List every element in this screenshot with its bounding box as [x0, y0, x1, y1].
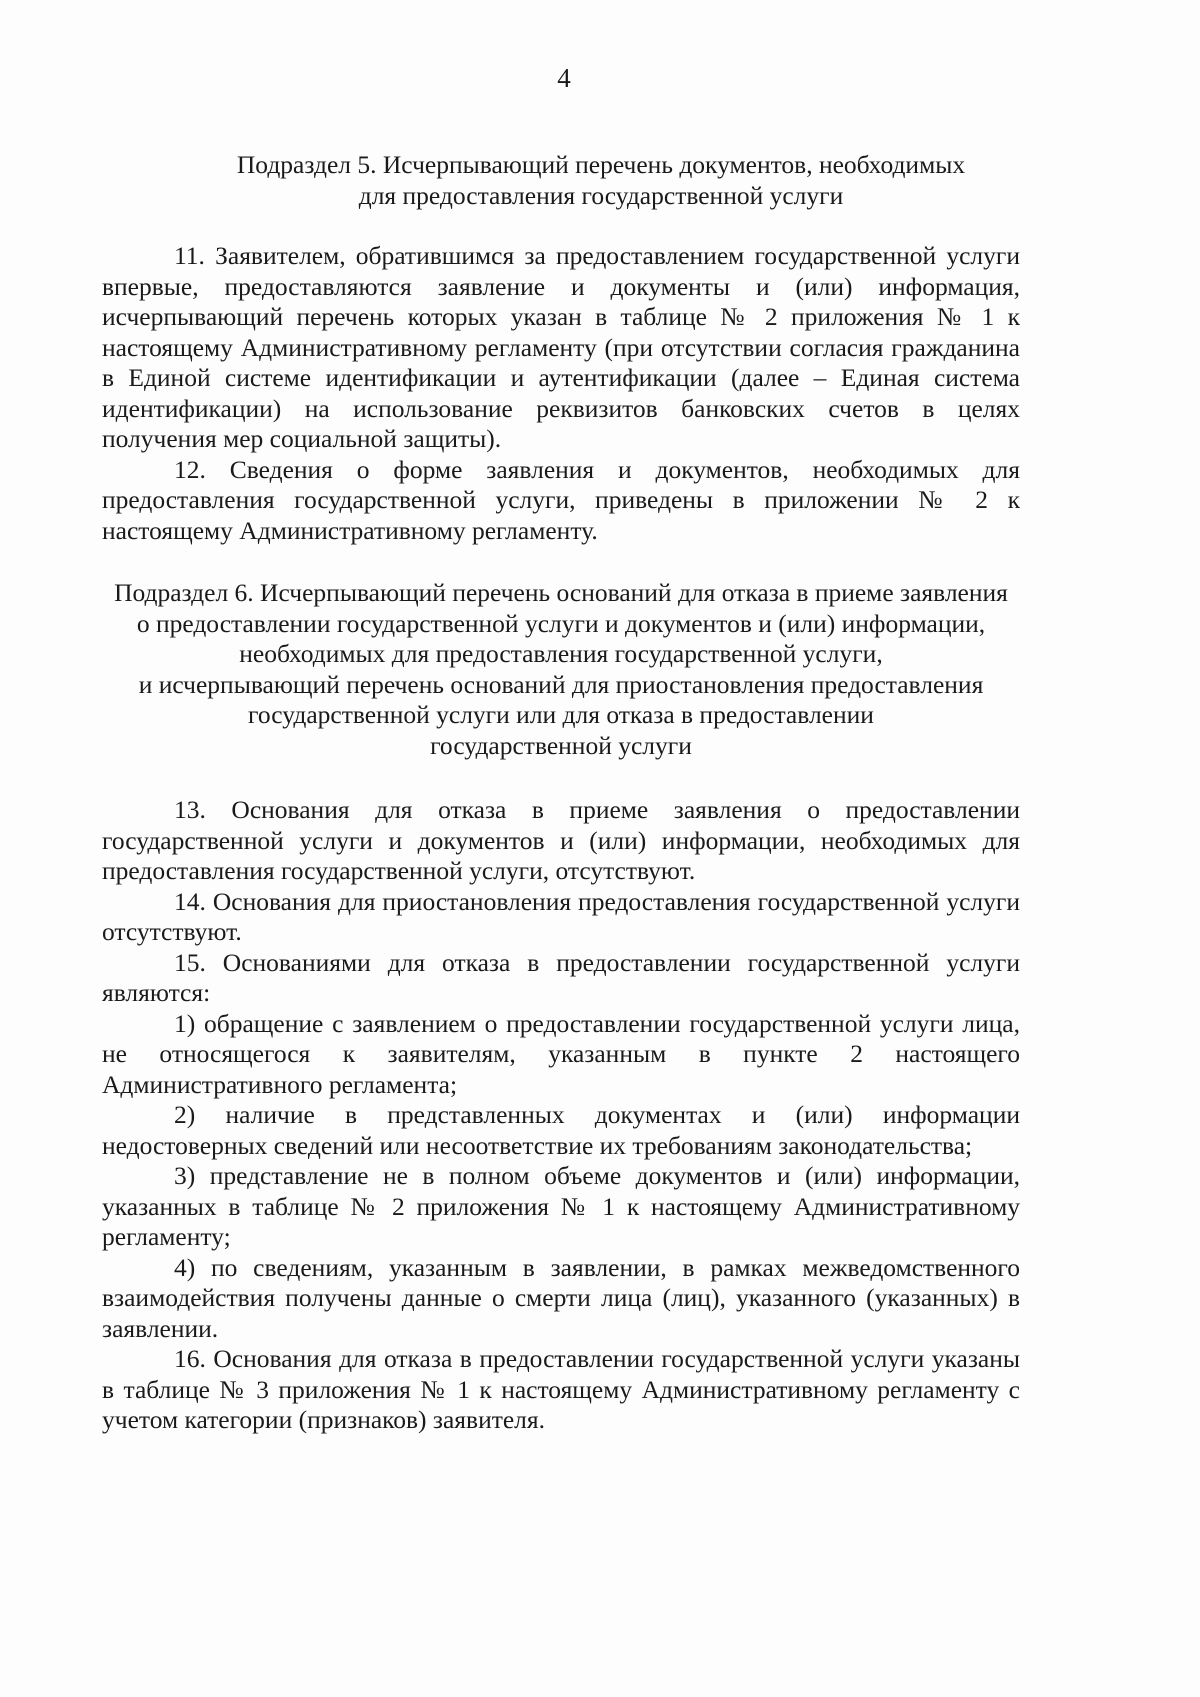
page-number: 4	[557, 63, 571, 93]
section-6-heading-line: о предоставлении государственной услуги и документов и (или) информации,	[136, 608, 986, 638]
list-item-15-1: 1) обращение с заявлением о предоставлении государственной услуги лица, не относящегося к заявителям, указанным в пункте 2 настоящего Административного регламента;	[102, 1008, 1020, 1099]
section-6-heading-line: государственной услуги	[430, 730, 692, 760]
paragraph-11: 11. Заявителем, обратившимся за предоставлением государственной услуги впервые, предоставляются заявление и документы и (или) информация, исчерпывающий перечень которых указан в таблице № 2 приложения № 1 к настоящему Административному регламенту (при отсутствии согласия гражданина в Единой системе идентификации и аутентификации (далее – Единая система идентификации) на использование реквизитов банковских счетов в целях получения мер социальной защиты).	[102, 241, 1020, 453]
paragraph-15: 15. Основаниями для отказа в предоставлении государственной услуги являются:	[102, 947, 1020, 1007]
section-6-heading-line: необходимых для предоставления государственной услуги,	[239, 639, 883, 668]
list-item-15-4: 4) по сведениям, указанным в заявлении, в рамках межведомственного взаимодействия получены данные о смерти лица (лиц), указанного (указанных) в заявлении.	[102, 1252, 1020, 1343]
section-6-heading-line: государственной услуги или для отказа в предоставлении	[248, 700, 874, 729]
section-6-heading-line: Подраздел 6. Исчерпывающий перечень оснований для отказа в приеме заявления	[114, 578, 1008, 607]
list-item-15-2: 2) наличие в представленных документах и (или) информации недостоверных сведений или несоответствие их требованиям законодательства;	[102, 1100, 1020, 1160]
document-body	[102, 150, 1020, 1436]
paragraph-14: 14. Основания для приостановления предоставления государственной услуги отсутствуют.	[102, 886, 1020, 946]
section-5-heading-line: для предоставления государственной услуги	[358, 180, 844, 210]
section-5-heading-line: Подраздел 5. Исчерпывающий перечень документов, необходимых	[236, 150, 966, 179]
paragraph-12: 12. Сведения о форме заявления и документов, необходимых для предоставления государственной услуги, приведены в приложении № 2 к настоящему Административному регламенту.	[102, 454, 1020, 545]
list-item-15-3: 3) представление не в полном объеме документов и (или) информации, указанных в таблице № 2 приложения № 1 к настоящему Административному регламенту;	[102, 1161, 1020, 1251]
section-6-heading-line: и исчерпывающий перечень оснований для приостановления предоставления	[138, 669, 984, 699]
paragraph-13: 13. Основания для отказа в приеме заявления о предоставлении государственной услуги и документов и (или) информации, необходимых для предоставления государственной услуги, отсутствуют.	[102, 795, 1020, 885]
paragraph-16: 16. Основания для отказа в предоставлении государственной услуги указаны в таблице № 3 приложения № 1 к настоящему Административному регламенту с учетом категории (признаков) заявителя.	[102, 1344, 1020, 1434]
section-6-heading	[102, 578, 1020, 761]
section-5-heading	[142, 150, 1060, 211]
